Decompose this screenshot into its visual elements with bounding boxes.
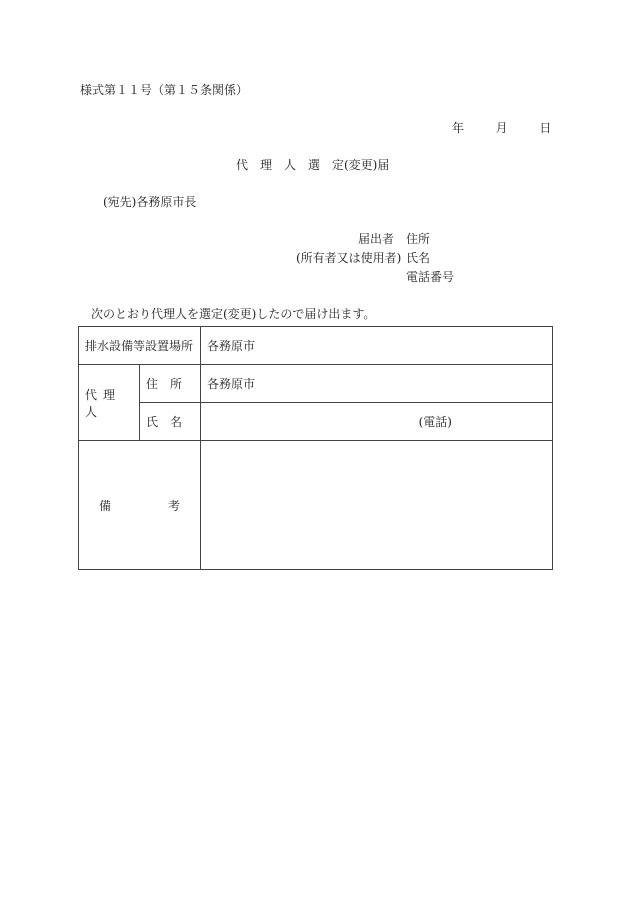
location-label: 排水設備等設置場所	[79, 327, 201, 365]
agent-address-label: 住所	[140, 365, 201, 403]
owner-or-user-label: (所有者又は使用者)	[296, 251, 402, 265]
intro-text: 次のとおり代理人を選定(変更)したので届け出ます。	[91, 307, 376, 321]
date-day-label: 日	[539, 121, 552, 135]
applicant-label: 届出者	[358, 232, 395, 246]
agent-label: 代理人	[79, 365, 140, 441]
remarks-value	[201, 441, 553, 570]
remarks-label-2: 考	[168, 498, 181, 513]
location-value: 各務原市	[201, 327, 553, 365]
agent-phone-note: (電話)	[201, 403, 553, 441]
table-row	[79, 441, 553, 570]
table-row	[79, 365, 553, 403]
applicant-phone-label: 電話番号	[406, 270, 455, 284]
document-title: 代 理 人 選 定(変更)届	[236, 158, 390, 172]
form-number: 様式第１１号（第１５条関係）	[80, 83, 249, 97]
remarks-label-1: 備	[99, 498, 112, 513]
addressee: (宛先)各務原市長	[103, 195, 197, 209]
table-row	[79, 403, 553, 441]
table-row	[79, 327, 553, 365]
agent-table	[78, 326, 553, 570]
date-year-label: 年	[452, 121, 465, 135]
date-month-label: 月	[495, 121, 508, 135]
applicant-address-label: 住所	[406, 232, 431, 246]
agent-name-label: 氏名	[140, 403, 201, 441]
applicant-name-label: 氏名	[406, 251, 431, 265]
date-line	[452, 119, 551, 136]
agent-address-value: 各務原市	[201, 365, 553, 403]
remarks-label-cell	[79, 441, 201, 570]
